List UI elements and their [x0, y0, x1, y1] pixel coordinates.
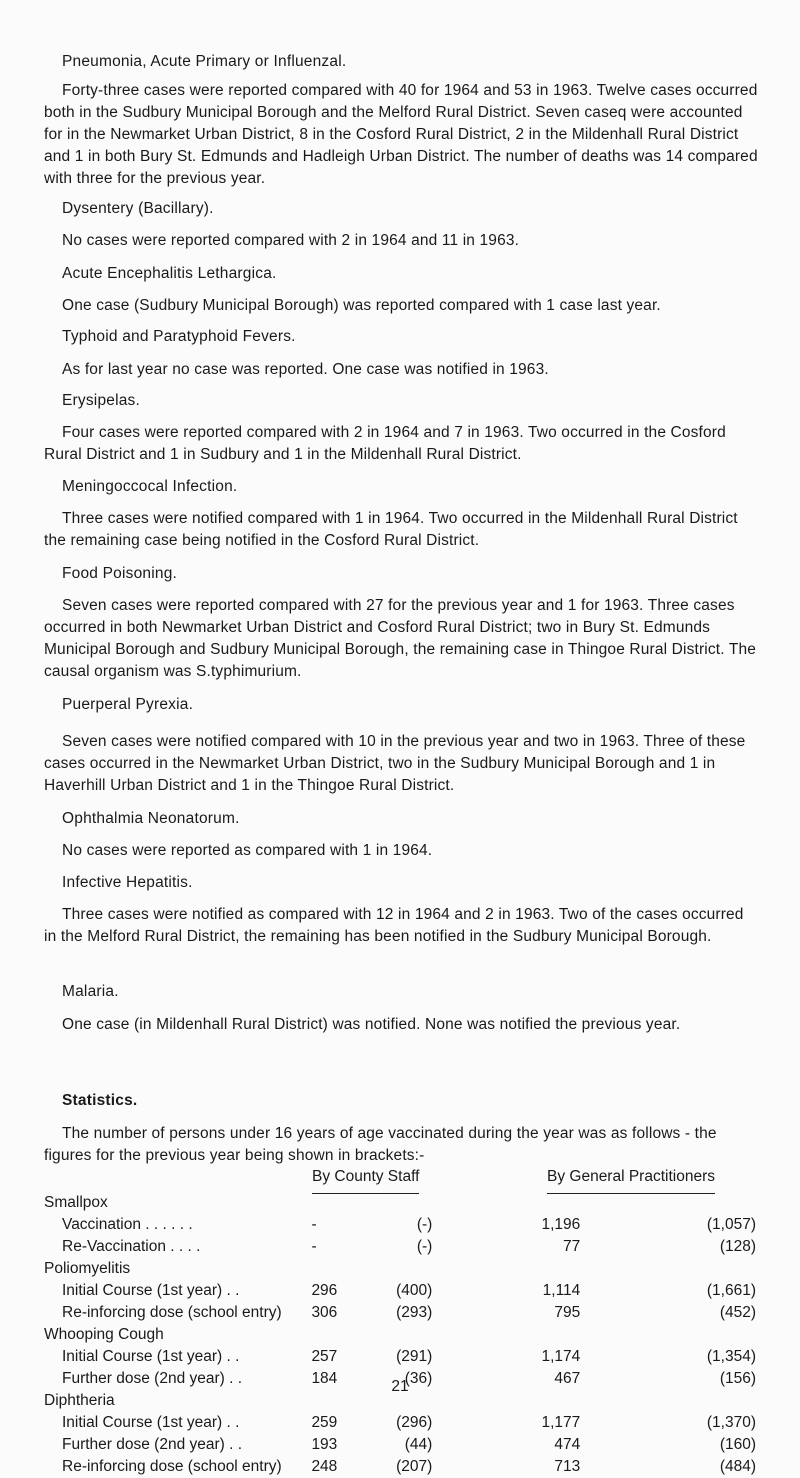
- section-heading-food-poisoning: Food Poisoning.: [62, 565, 178, 582]
- table-row-label: Further dose (2nd year) . .: [62, 1370, 243, 1387]
- page-number: 21: [391, 1378, 409, 1395]
- table-row: [44, 1236, 758, 1258]
- table-row-label: Further dose (2nd year) . .: [62, 1436, 243, 1453]
- gp-previous: (156): [719, 1370, 756, 1387]
- section-text-hepatitis: Three cases were notified as compared with 12 in 1964 and 2 in 1963. Two of the cases occurred in the Melford Rural District, the remaining has been notified in the Sudbury Municipal Borough.: [44, 906, 744, 945]
- table-row-label: Re-inforcing dose (school entry): [62, 1458, 282, 1475]
- gp-previous: (1,661): [706, 1282, 756, 1299]
- section-heading-puerperal: Puerperal Pyrexia.: [62, 696, 194, 713]
- table-row: [44, 1434, 758, 1456]
- gp-value: 467: [554, 1370, 581, 1387]
- county-staff-previous: (-): [416, 1216, 433, 1233]
- county-staff-value: -: [311, 1238, 317, 1255]
- table-row: [44, 1412, 758, 1434]
- gp-previous: (1,057): [706, 1216, 756, 1233]
- table-group-label: Smallpox: [44, 1194, 108, 1211]
- statistics-heading: Statistics.: [62, 1092, 138, 1109]
- gp-previous: (160): [719, 1436, 756, 1453]
- gp-previous: (1,354): [706, 1348, 756, 1365]
- county-staff-previous: (400): [396, 1282, 433, 1299]
- county-staff-value: 248: [311, 1458, 338, 1475]
- table-row: [44, 1214, 758, 1236]
- gp-value: 1,114: [542, 1282, 581, 1299]
- section-heading-malaria: Malaria.: [62, 983, 119, 1000]
- section-text-malaria: One case (in Mildenhall Rural District) was notified. None was notified the previous year.: [62, 1016, 681, 1033]
- table-group-label: Diphtheria: [44, 1392, 115, 1409]
- section-heading-typhoid: Typhoid and Paratyphoid Fevers.: [62, 328, 296, 345]
- section-heading-ophthalmia: Ophthalmia Neonatorum.: [62, 810, 240, 827]
- table-row-label: Vaccination . . . . . .: [62, 1216, 193, 1233]
- gp-previous: (452): [719, 1304, 756, 1321]
- gp-value: 1,196: [541, 1216, 581, 1233]
- statistics-intro: The number of persons under 16 years of age vaccinated during the year was as follows - the figures for the previous year being shown in brackets:-: [44, 1125, 717, 1164]
- section-heading-dysentery: Dysentery (Bacillary).: [62, 200, 214, 217]
- section-heading-meningoccocal: Meningoccocal Infection.: [62, 478, 238, 495]
- county-staff-previous: (44): [404, 1436, 433, 1453]
- section-text-meningoccocal: Three cases were notified compared with 1 in 1964. Two occurred in the Mildenhall Rural District the remaining case being notified in the Cosford Rural District.: [44, 510, 738, 549]
- table-group-row: [44, 1258, 758, 1280]
- table-row: [44, 1346, 758, 1368]
- column-heading-general-practitioners: By General Practitioners: [547, 1168, 715, 1186]
- table-row-label: Re-inforcing dose (school entry): [62, 1304, 282, 1321]
- table-row-label: Initial Course (1st year) . .: [62, 1414, 240, 1431]
- county-staff-value: 184: [311, 1370, 338, 1387]
- gp-value: 795: [554, 1304, 581, 1321]
- county-staff-value: 259: [311, 1414, 338, 1431]
- table-row: [44, 1456, 758, 1478]
- county-staff-value: 306: [311, 1304, 338, 1321]
- section-text-encephalitis: One case (Sudbury Municipal Borough) was reported compared with 1 case last year.: [62, 297, 661, 314]
- section-text-pneumonia: Forty-three cases were reported compared with 40 for 1964 and 53 in 1963. Twelve cases occurred both in the Sudbury Municipal Borough and the Melford Rural District. Seven caseq were accounted for in the Newmarket Urban District, 8 in the Cosford Rural District, 2 in the Mildenhall Rural District and 1 in both Bury St. Edmunds and Hadleigh Urban District. The number of deaths was 14 compared with three for the previous year.: [44, 82, 758, 187]
- section-text-puerperal: Seven cases were notified compared with 10 in the previous year and two in 1963. Three of these cases occurred in the Newmarket Urban District, two in the Sudbury Municipal Borough and 1 in Haverhill Urban District and 1 in the Thingoe Rural District.: [44, 733, 746, 794]
- table-group-row: [44, 1192, 758, 1214]
- vaccination-table: [44, 1192, 758, 1478]
- table-row: [44, 1302, 758, 1324]
- county-staff-previous: (207): [396, 1458, 433, 1475]
- gp-value: 474: [554, 1436, 581, 1453]
- gp-value: 1,174: [541, 1348, 581, 1365]
- section-text-typhoid: As for last year no case was reported. One case was notified in 1963.: [62, 361, 549, 378]
- section-heading-pneumonia: Pneumonia, Acute Primary or Influenzal.: [62, 53, 347, 70]
- county-staff-value: 257: [311, 1348, 338, 1365]
- section-text-dysentery: No cases were reported compared with 2 in 1964 and 11 in 1963.: [62, 232, 520, 249]
- county-staff-previous: (296): [396, 1414, 433, 1431]
- county-staff-previous: (291): [396, 1348, 433, 1365]
- county-staff-value: 193: [311, 1436, 338, 1453]
- section-heading-hepatitis: Infective Hepatitis.: [62, 874, 193, 891]
- gp-value: 77: [563, 1238, 581, 1255]
- section-text-food-poisoning: Seven cases were reported compared with 27 for the previous year and 1 for 1963. Three cases occurred in both Newmarket Urban District and Cosford Rural District; two in Bury St. Edmunds Municipal Borough and Sudbury Municipal Borough, the remaining case in Thingoe Rural District. The causal organism was S.typhimurium.: [44, 597, 757, 680]
- table-row: [44, 1280, 758, 1302]
- gp-value: 713: [554, 1458, 581, 1475]
- table-group-row: [44, 1324, 758, 1346]
- county-staff-previous: (293): [396, 1304, 433, 1321]
- county-staff-value: -: [311, 1216, 317, 1233]
- table-group-label: Whooping Cough: [44, 1326, 164, 1343]
- section-heading-erysipelas: Erysipelas.: [62, 392, 141, 409]
- table-row-label: Initial Course (1st year) . .: [62, 1348, 240, 1365]
- table-group-label: Poliomyelitis: [44, 1260, 131, 1277]
- section-heading-encephalitis: Acute Encephalitis Lethargica.: [62, 265, 277, 282]
- section-text-ophthalmia: No cases were reported as compared with 1 in 1964.: [62, 842, 433, 859]
- gp-previous: (128): [719, 1238, 756, 1255]
- section-text-erysipelas: Four cases were reported compared with 2 in 1964 and 7 in 1963. Two occurred in the Cosford Rural District and 1 in Sudbury and 1 in the Mildenhall Rural District.: [44, 424, 726, 463]
- county-staff-value: 296: [311, 1282, 338, 1299]
- table-row-label: Initial Course (1st year) . .: [62, 1282, 240, 1299]
- county-staff-previous: (36): [404, 1370, 433, 1387]
- gp-value: 1,177: [541, 1414, 581, 1431]
- county-staff-previous: (-): [416, 1238, 433, 1255]
- gp-previous: (1,370): [706, 1414, 756, 1431]
- gp-previous: (484): [719, 1458, 756, 1475]
- table-row-label: Re-Vaccination . . . .: [62, 1238, 201, 1255]
- column-heading-county-staff: By County Staff: [312, 1168, 419, 1186]
